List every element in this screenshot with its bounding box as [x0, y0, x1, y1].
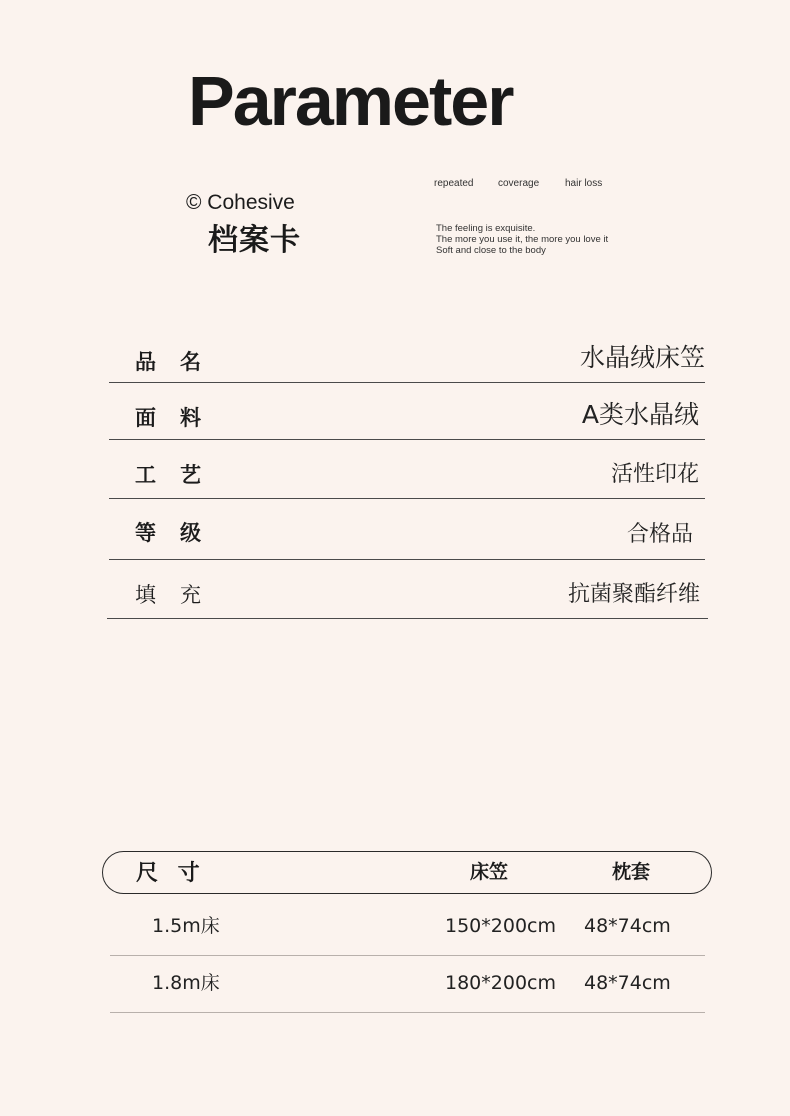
- spec-row-grade: [109, 498, 705, 560]
- fitted-sheet-size-cell: 180*200cm: [445, 972, 556, 994]
- pillowcase-size-cell: 48*74cm: [584, 972, 671, 994]
- spec-label: 品名: [135, 350, 225, 374]
- size-table-header: [102, 851, 712, 894]
- tag-repeated: repeated: [434, 178, 474, 189]
- brand-name: © Cohesive: [186, 191, 295, 214]
- bed-size-cell: 1.5m床: [152, 915, 220, 937]
- spec-row-craft: [109, 439, 705, 499]
- size-header-label: 尺 寸: [136, 861, 206, 886]
- spec-label: 面料: [135, 406, 225, 430]
- spec-label: 填充: [135, 583, 225, 607]
- spec-row-fabric: [109, 382, 705, 440]
- pillowcase-size-cell: 48*74cm: [584, 915, 671, 937]
- size-row-1-8m: [110, 956, 705, 1013]
- pillowcase-header: 枕套: [612, 861, 651, 883]
- description-line-3: Soft and close to the body: [436, 245, 546, 256]
- description-line-1: The feeling is exquisite.: [436, 223, 536, 234]
- spec-value: A类水晶绒: [581, 400, 699, 429]
- tag-coverage: coverage: [498, 178, 540, 189]
- spec-label: 等级: [135, 521, 225, 545]
- fitted-sheet-size-cell: 150*200cm: [445, 915, 556, 937]
- page-title: Parameter: [188, 62, 513, 140]
- spec-row-filling: [107, 559, 708, 619]
- spec-label: 工艺: [135, 463, 225, 487]
- size-row-1-5m: [110, 899, 705, 956]
- spec-value: 合格品: [626, 522, 693, 547]
- spec-value: 抗菌聚酯纤维: [567, 582, 700, 607]
- spec-value: 活性印花: [610, 462, 699, 487]
- tag-hair-loss: hair loss: [565, 178, 603, 189]
- description-text: [436, 223, 608, 256]
- fitted-sheet-header: 床笠: [470, 861, 509, 883]
- spec-row-name: [109, 335, 705, 383]
- spec-value: 水晶绒床笠: [579, 343, 705, 372]
- bed-size-cell: 1.8m床: [152, 972, 220, 994]
- card-title: 档案卡: [208, 223, 301, 258]
- description-line-2: The more you use it, the more you love it: [436, 234, 609, 245]
